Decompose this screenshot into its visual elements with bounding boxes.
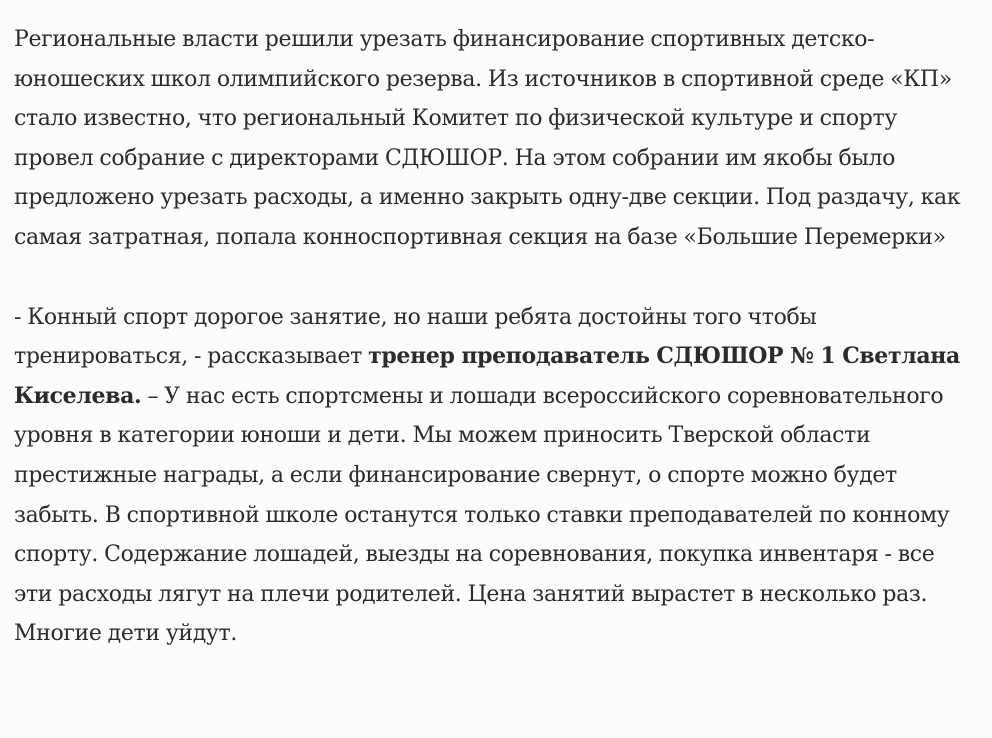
coach-name-bold: тренер преподаватель СДЮШОР № 1 Светлана Киселева. xyxy=(14,343,960,409)
article-paragraph-2 xyxy=(14,298,978,654)
quote-intro-text: - Конный спорт дорогое занятие, но наши ребята достойны того чтобы тренироваться, - рассказывает xyxy=(14,304,817,370)
article-paragraph-1: Региональные власти решили урезать финансирование спортивных детско-юношеских школ олимпийского резерва. Из источников в спортивной среде «КП» стало известно, что региональный Комитет по физической культуре и спорту провел собрание с директорами СДЮШОР. На этом собрании им якобы было предложено урезать расходы, а именно закрыть одну-две секции. Под раздачу, как самая затратная, попала конноспортивная секция на базе «Большие Перемерки» xyxy=(14,27,961,250)
quote-body-text: – У нас есть спортсмены и лошади всероссийского соревновательного уровня в категории юноши и дети. Мы можем приносить Тверской области престижные награды, а если финансирование свернут, о спорте можно будет забыть. В спортивной школе останутся только ставки преподавателей по конному спорту. Содержание лошадей, выезды на соревнования, покупка инвентаря - все эти расходы лягут на плечи родителей. Цена занятий вырастет в несколько раз. Многие дети уйдут. xyxy=(14,383,950,647)
